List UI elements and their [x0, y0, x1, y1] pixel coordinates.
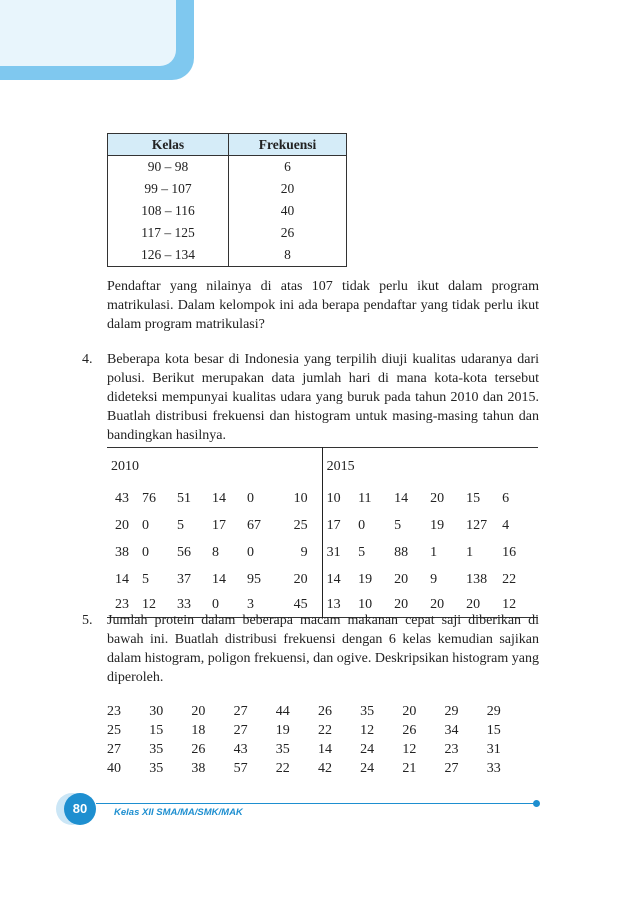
- cell-2015: 31: [322, 539, 358, 566]
- question-4-text: Beberapa kota besar di Indonesia yang terpilih diuji kualitas udaranya dari polusi. Berikut merupakan data jumlah hari di mana kota-kota tersebut dideteksi mempunyai kualitas udara yang buruk pada tahun 2010 dan 2015. Buatlah distribusi frekuensi dan histogram untuk masing-masing tahun dan bandingkan hasilnya.: [107, 352, 539, 443]
- cell-2015: 20: [430, 490, 445, 506]
- protein-cell: 33: [486, 760, 501, 776]
- protein-cell: 29: [486, 703, 501, 719]
- question-4-number: 4.: [82, 352, 93, 367]
- cell-2010: 0: [142, 517, 149, 533]
- cell-2010: 0: [142, 544, 149, 560]
- cell-2010: 0: [212, 597, 219, 612]
- cell-frekuensi: 8: [229, 244, 347, 267]
- cell-2010: 14: [115, 571, 129, 587]
- year-2010-label: 2010: [111, 458, 139, 474]
- cell-2010: 17: [212, 517, 226, 533]
- cell-2015: 17: [322, 512, 358, 539]
- cell-2010: 12: [142, 597, 156, 612]
- table-row: [107, 759, 529, 778]
- cell-2015: 20: [430, 597, 445, 612]
- table-row: [107, 485, 538, 512]
- frequency-table-header: [108, 134, 347, 156]
- cell-2015: 20: [466, 597, 481, 612]
- protein-cell: 12: [360, 722, 375, 738]
- protein-cell: 44: [275, 703, 290, 719]
- cell-2010: 9: [300, 544, 308, 560]
- cell-2010: 25: [293, 517, 308, 533]
- header-frekuensi: Frekuensi: [229, 134, 347, 156]
- question-5-number: 5.: [82, 613, 93, 628]
- cell-2015: 0: [358, 517, 366, 533]
- protein-cell: 24: [360, 741, 375, 757]
- table-row: [107, 702, 529, 721]
- cell-2015: 13: [322, 593, 358, 618]
- cell-2015: 1: [466, 544, 474, 560]
- frequency-table: [107, 133, 347, 267]
- cell-2015: 88: [394, 544, 409, 560]
- cell-2015: 16: [502, 544, 517, 560]
- table-row: [107, 512, 538, 539]
- protein-cell: 35: [149, 741, 164, 757]
- cell-2015: 22: [502, 571, 517, 587]
- question-5-text: Jumlah protein dalam beberapa macam makanan cepat saji diberikan di bawah ini. Buatlah distribusi frekuensi dengan 6 kelas kemudian sajikan dalam histogram, poligon frekuensi, dan ogive. Deskripsikan histogram yang diperoleh.: [107, 613, 539, 685]
- cell-2015: 5: [394, 517, 402, 533]
- protein-cell: 35: [149, 760, 164, 776]
- protein-cell: 15: [149, 722, 164, 738]
- table-row: [107, 539, 538, 566]
- cell-2015: 6: [502, 490, 510, 506]
- protein-cell: 57: [233, 760, 248, 776]
- cell-2010: 76: [142, 490, 156, 506]
- cell-kelas: 99 – 107: [108, 178, 229, 200]
- corner-decoration-inner: [0, 0, 176, 66]
- protein-cell: 18: [191, 722, 206, 738]
- protein-cell: 40: [107, 760, 121, 776]
- cell-kelas: 117 – 125: [108, 222, 229, 244]
- protein-cell: 20: [402, 703, 417, 719]
- protein-cell: 25: [107, 722, 121, 738]
- table-row: [107, 721, 529, 740]
- cell-2015: 1: [430, 544, 438, 560]
- cell-2015: 10: [358, 597, 373, 612]
- cell-2010: 51: [177, 490, 191, 506]
- protein-cell: 27: [444, 760, 459, 776]
- table-row: [108, 222, 347, 244]
- protein-cell: 34: [444, 722, 459, 738]
- cell-kelas: 126 – 134: [108, 244, 229, 267]
- protein-cell: 15: [486, 722, 501, 738]
- cell-2010: 45: [293, 597, 308, 612]
- cell-frekuensi: 26: [229, 222, 347, 244]
- corner-decoration: [0, 0, 194, 80]
- cell-2010: 14: [212, 490, 226, 506]
- cell-2015: 15: [466, 490, 481, 506]
- cell-2015: 138: [466, 571, 488, 587]
- pollution-table-header: [107, 448, 538, 486]
- protein-cell: 26: [402, 722, 417, 738]
- protein-cell: 38: [191, 760, 206, 776]
- footer-line: [96, 803, 536, 804]
- cell-2010: 5: [177, 517, 184, 533]
- protein-cell: 35: [360, 703, 375, 719]
- protein-cell: 27: [107, 741, 121, 757]
- protein-cell: 12: [402, 741, 417, 757]
- cell-2010: 56: [177, 544, 191, 560]
- year-2015-label: 2015: [322, 448, 538, 486]
- cell-2015: 20: [394, 597, 409, 612]
- cell-2015: 14: [394, 490, 409, 506]
- protein-cell: 22: [275, 760, 290, 776]
- cell-2010: 10: [293, 490, 308, 506]
- protein-cell: 30: [149, 703, 164, 719]
- table-row: [107, 740, 529, 759]
- protein-cell: 43: [233, 741, 248, 757]
- protein-cell: 26: [317, 703, 332, 719]
- protein-cell: 29: [444, 703, 459, 719]
- footer-dot: [533, 800, 540, 807]
- cell-2010: 38: [115, 544, 129, 560]
- cell-2015: 14: [322, 566, 358, 593]
- cell-2010: 43: [115, 490, 129, 506]
- intro-paragraph: Pendaftar yang nilainya di atas 107 tidak perlu ikut dalam program matrikulasi. Dalam kelompok ini ada berapa pendaftar yang tidak perlu ikut dalam program matrikulasi?: [107, 279, 539, 332]
- protein-cell: 19: [275, 722, 290, 738]
- protein-cell: 35: [275, 741, 290, 757]
- cell-2010: 23: [115, 597, 129, 612]
- cell-2010: 20: [293, 571, 308, 587]
- cell-2010: 3: [247, 597, 254, 612]
- protein-cell: 20: [191, 703, 206, 719]
- protein-data-table: [107, 702, 529, 778]
- page-number: 80: [72, 801, 88, 816]
- protein-cell: 31: [486, 741, 501, 757]
- protein-cell: 26: [191, 741, 206, 757]
- protein-cell: 27: [233, 703, 248, 719]
- table-row: [107, 566, 538, 593]
- protein-cell: 14: [317, 741, 332, 757]
- pollution-days-table: [107, 447, 538, 618]
- cell-frekuensi: 6: [229, 156, 347, 179]
- cell-2010: 0: [247, 490, 254, 506]
- cell-2010: 33: [177, 597, 191, 612]
- protein-cell: 24: [360, 760, 375, 776]
- table-row: [108, 178, 347, 200]
- cell-frekuensi: 20: [229, 178, 347, 200]
- cell-2010: 0: [247, 544, 254, 560]
- header-kelas: Kelas: [108, 134, 229, 156]
- cell-2010: 67: [247, 517, 261, 533]
- table-row: [108, 200, 347, 222]
- cell-2010: 20: [115, 517, 129, 533]
- cell-2015: 127: [466, 517, 488, 533]
- cell-2015: 19: [430, 517, 445, 533]
- cell-2015: 5: [358, 544, 366, 560]
- table-row: [108, 244, 347, 267]
- cell-2010: 8: [212, 544, 219, 560]
- cell-2010: 5: [142, 571, 149, 587]
- table-row: [108, 156, 347, 179]
- cell-2015: 12: [502, 597, 517, 612]
- cell-2015: 10: [322, 485, 358, 512]
- protein-cell: 21: [402, 760, 417, 776]
- book-title: Kelas XII SMA/MA/SMK/MAK: [114, 807, 243, 818]
- cell-2010: 37: [177, 571, 191, 587]
- cell-2015: 9: [430, 571, 438, 587]
- cell-kelas: 90 – 98: [108, 156, 229, 179]
- protein-cell: 23: [107, 703, 121, 719]
- cell-2010: 95: [247, 571, 261, 587]
- cell-2015: 19: [358, 571, 373, 587]
- cell-2015: 20: [394, 571, 409, 587]
- protein-cell: 23: [444, 741, 459, 757]
- cell-2015: 11: [358, 490, 372, 506]
- cell-kelas: 108 – 116: [108, 200, 229, 222]
- protein-cell: 22: [317, 722, 332, 738]
- cell-frekuensi: 40: [229, 200, 347, 222]
- cell-2010: 14: [212, 571, 226, 587]
- protein-cell: 27: [233, 722, 248, 738]
- protein-cell: 42: [317, 760, 332, 776]
- cell-2015: 4: [502, 517, 510, 533]
